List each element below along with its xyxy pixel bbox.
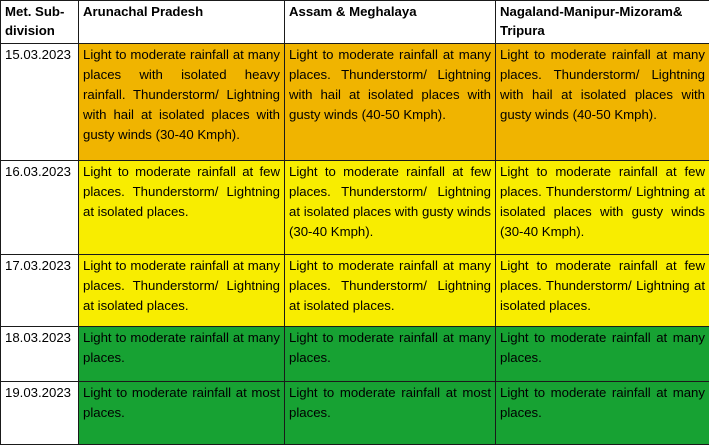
- date-cell: 15.03.2023: [1, 44, 79, 161]
- nmmt-forecast-cell: Light to moderate rainfall at many places. Thunderstorm/ Lightning with hail at isolated places with gusty winds (40-50 Kmph).: [496, 44, 709, 161]
- arunachal-forecast-cell: Light to moderate rainfall at many places.: [79, 327, 285, 382]
- arunachal-forecast-cell: Light to moderate rainfall at few places. Thunderstorm/ Lightning at isolated places.: [79, 161, 285, 255]
- header-assam-meghalaya: Assam & Meghalaya: [285, 1, 496, 44]
- assam-forecast-cell: Light to moderate rainfall at few places. Thunderstorm/ Lightning at isolated places with gusty winds (30-40 Kmph).: [285, 161, 496, 255]
- table-row: [1, 327, 709, 382]
- nmmt-forecast-cell: Light to moderate rainfall at few places. Thunderstorm/ Lightning at isolated places.: [496, 255, 709, 327]
- assam-forecast-cell: Light to moderate rainfall at many places.: [285, 327, 496, 382]
- header-row: [1, 1, 709, 44]
- assam-forecast-cell: Light to moderate rainfall at many places. Thunderstorm/ Lightning with hail at isolated places with gusty winds (40-50 Kmph).: [285, 44, 496, 161]
- table-row: [1, 161, 709, 255]
- table-row: [1, 44, 709, 161]
- assam-forecast-cell: Light to moderate rainfall at many places. Thunderstorm/ Lightning at isolated places.: [285, 255, 496, 327]
- date-cell: 18.03.2023: [1, 327, 79, 382]
- arunachal-forecast-cell: Light to moderate rainfall at many places. Thunderstorm/ Lightning at isolated places.: [79, 255, 285, 327]
- date-cell: 16.03.2023: [1, 161, 79, 255]
- nmmt-forecast-cell: Light to moderate rainfall at many places.: [496, 327, 709, 382]
- date-cell: 19.03.2023: [1, 382, 79, 445]
- nmmt-forecast-cell: Light to moderate rainfall at few places. Thunderstorm/ Lightning at isolated places with gusty winds (30-40 Kmph).: [496, 161, 709, 255]
- header-nagaland-manipur-mizoram-tripura: Nagaland-Manipur-Mizoram& Tripura: [496, 1, 709, 44]
- table-row: [1, 382, 709, 445]
- table-row: [1, 255, 709, 327]
- arunachal-forecast-cell: Light to moderate rainfall at most places.: [79, 382, 285, 445]
- date-cell: 17.03.2023: [1, 255, 79, 327]
- header-met-subdivision: Met. Sub-division: [1, 1, 79, 44]
- header-arunachal-pradesh: Arunachal Pradesh: [79, 1, 285, 44]
- nmmt-forecast-cell: Light to moderate rainfall at many places.: [496, 382, 709, 445]
- arunachal-forecast-cell: Light to moderate rainfall at many places with isolated heavy rainfall. Thunderstorm/ Lightning with hail at isolated places with gusty winds (30-40 Kmph).: [79, 44, 285, 161]
- assam-forecast-cell: Light to moderate rainfall at most places.: [285, 382, 496, 445]
